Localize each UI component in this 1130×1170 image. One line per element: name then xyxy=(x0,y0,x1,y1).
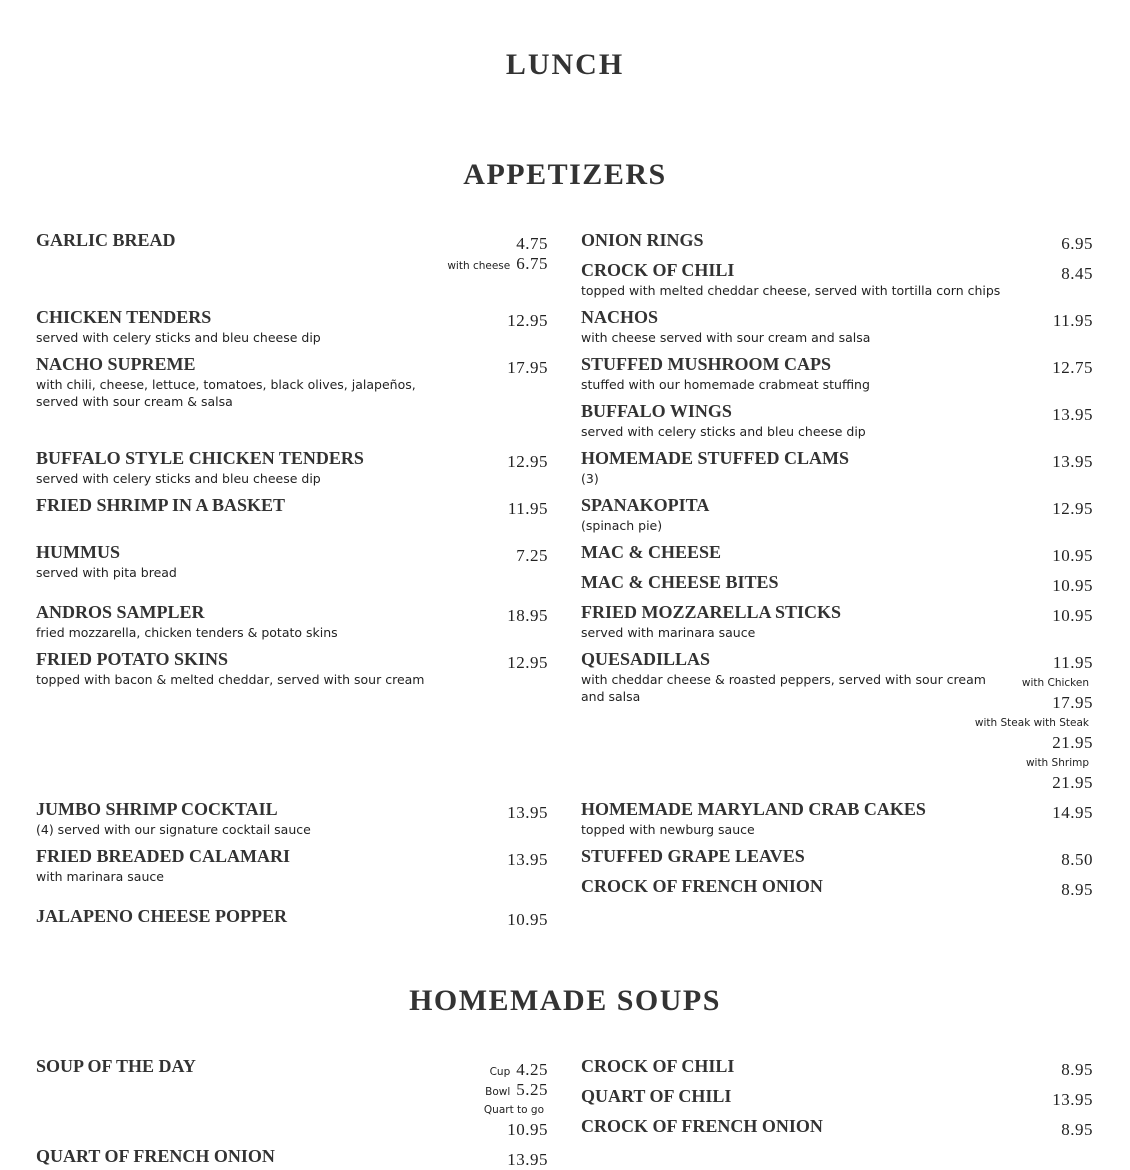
item-name: QUART OF FRENCH ONION xyxy=(36,1146,275,1166)
item-price: 11.95 xyxy=(1052,311,1093,330)
item-name: NACHOS xyxy=(581,307,659,327)
item-price: 8.50 xyxy=(1061,850,1093,869)
item-price: 7.25 xyxy=(516,546,548,565)
item-name: ONION RINGS xyxy=(581,230,704,250)
item-description: with cheese served with sour cream and salsa xyxy=(581,330,871,345)
item-price: 13.95 xyxy=(1052,405,1093,424)
price-option-label: with cheese xyxy=(447,260,511,272)
item-description: served with pita bread xyxy=(36,565,177,580)
item-name: BUFFALO WINGS xyxy=(581,401,732,421)
item-description: served with celery sticks and bleu cheese dip xyxy=(36,330,321,345)
item-name: STUFFED MUSHROOM CAPS xyxy=(581,354,832,374)
item-description: topped with melted cheddar cheese, served with tortilla corn chips xyxy=(581,283,1001,298)
item-price: 6.95 xyxy=(1061,234,1093,253)
item-price: 10.95 xyxy=(1052,576,1093,595)
item-price: 12.95 xyxy=(507,653,548,672)
menu-item xyxy=(581,875,991,897)
item-price: 14.95 xyxy=(1052,803,1093,822)
menu-item xyxy=(581,845,991,867)
appetizers-heading: APPETIZERS xyxy=(463,158,667,191)
item-name: FRIED MOZZARELLA STICKS xyxy=(581,602,842,622)
item-price: 12.75 xyxy=(1052,358,1093,377)
menu-item xyxy=(581,648,986,705)
menu-item xyxy=(581,306,991,346)
item-price: 10.95 xyxy=(507,910,548,929)
item-name: HOMEMADE STUFFED CLAMS xyxy=(581,448,850,468)
item-price: 12.95 xyxy=(507,452,548,471)
item-price: 13.95 xyxy=(1052,452,1093,471)
item-prices xyxy=(400,1060,548,1140)
item-name: JALAPENO CHEESE POPPER xyxy=(36,906,288,926)
menu-item xyxy=(36,494,456,516)
menu-item xyxy=(36,845,456,885)
item-description: with chili, cheese, lettuce, tomatoes, black olives, jalapeños, served with sour cream & salsa xyxy=(36,377,416,409)
item-price: 13.95 xyxy=(507,850,548,869)
item-price: 21.95 xyxy=(1052,773,1093,792)
menu-item xyxy=(581,601,991,641)
item-name: SOUP OF THE DAY xyxy=(36,1056,196,1076)
item-price: 13.95 xyxy=(1052,1090,1093,1109)
menu-item xyxy=(581,229,991,251)
item-price: 8.45 xyxy=(1061,264,1093,283)
item-prices xyxy=(400,234,548,274)
item-description: served with celery sticks and bleu cheese dip xyxy=(581,424,866,439)
item-price: 10.95 xyxy=(507,1120,548,1139)
item-name: CHICKEN TENDERS xyxy=(36,307,212,327)
item-price: 11.95 xyxy=(1052,653,1093,672)
menu-item xyxy=(581,1085,991,1107)
item-price: 10.95 xyxy=(1052,606,1093,625)
item-name: ANDROS SAMPLER xyxy=(36,602,205,622)
item-description: (4) served with our signature cocktail sauce xyxy=(36,822,311,837)
item-name: HOMEMADE MARYLAND CRAB CAKES xyxy=(581,799,926,819)
item-price: 4.75 xyxy=(516,234,548,253)
item-price: 17.95 xyxy=(1052,693,1093,712)
page-title: LUNCH xyxy=(505,48,625,81)
menu-item xyxy=(36,541,456,581)
item-price: 11.95 xyxy=(507,499,548,518)
price-option-label: Bowl xyxy=(485,1086,511,1098)
item-price: 4.25 xyxy=(516,1060,548,1079)
item-price: 12.95 xyxy=(507,311,548,330)
item-name: CROCK OF FRENCH ONION xyxy=(581,876,823,896)
menu-item xyxy=(581,798,991,838)
item-price: 21.95 xyxy=(1052,733,1093,752)
menu-item xyxy=(36,306,456,346)
item-description: served with celery sticks and bleu cheese dip xyxy=(36,471,321,486)
item-name: FRIED SHRIMP IN A BASKET xyxy=(36,495,286,515)
item-description: with marinara sauce xyxy=(36,869,164,884)
item-name: CROCK OF FRENCH ONION xyxy=(581,1116,823,1136)
menu-item xyxy=(36,353,456,410)
item-description: fried mozzarella, chicken tenders & potato skins xyxy=(36,625,338,640)
item-description: stuffed with our homemade crabmeat stuffing xyxy=(581,377,870,392)
item-name: CROCK OF CHILI xyxy=(581,260,735,280)
item-name: SPANAKOPITA xyxy=(581,495,710,515)
item-description: (3) xyxy=(581,471,599,486)
item-price: 6.75 xyxy=(516,254,548,273)
menu-item xyxy=(36,1055,456,1077)
price-option-label: with Steak with Steak xyxy=(974,717,1089,729)
menu-item xyxy=(36,1145,456,1167)
menu-item xyxy=(36,648,456,688)
menu-item xyxy=(581,494,991,534)
item-price: 17.95 xyxy=(507,358,548,377)
menu-item xyxy=(36,798,456,838)
price-option-label: Quart to go xyxy=(483,1104,544,1116)
item-price: 8.95 xyxy=(1061,1120,1093,1139)
item-price: 13.95 xyxy=(507,803,548,822)
menu-item xyxy=(36,447,456,487)
item-prices xyxy=(960,653,1093,793)
item-name: STUFFED GRAPE LEAVES xyxy=(581,846,805,866)
item-name: QUART OF CHILI xyxy=(581,1086,732,1106)
item-price: 13.95 xyxy=(507,1150,548,1169)
item-description: topped with bacon & melted cheddar, served with sour cream xyxy=(36,672,425,687)
menu-item xyxy=(581,1055,991,1077)
item-description: topped with newburg sauce xyxy=(581,822,755,837)
menu-item xyxy=(36,601,456,641)
menu-item xyxy=(581,400,991,440)
item-price: 8.95 xyxy=(1061,880,1093,899)
price-option-label: Cup xyxy=(489,1066,511,1078)
menu-item xyxy=(581,541,991,563)
price-option-label: with Shrimp xyxy=(1025,757,1089,769)
menu-item xyxy=(581,259,1001,299)
item-name: NACHO SUPREME xyxy=(36,354,196,374)
menu-item xyxy=(36,229,456,251)
item-description: with cheddar cheese & roasted peppers, served with sour cream and salsa xyxy=(581,672,986,704)
item-price: 12.95 xyxy=(1052,499,1093,518)
soups-heading: HOMEMADE SOUPS xyxy=(409,984,721,1017)
item-name: MAC & CHEESE xyxy=(581,542,722,562)
item-name: JUMBO SHRIMP COCKTAIL xyxy=(36,799,278,819)
item-price: 10.95 xyxy=(1052,546,1093,565)
menu-item xyxy=(36,905,456,927)
item-name: MAC & CHEESE BITES xyxy=(581,572,779,592)
item-description: (spinach pie) xyxy=(581,518,663,533)
menu-item xyxy=(581,447,991,487)
item-name: FRIED BREADED CALAMARI xyxy=(36,846,291,866)
item-description: served with marinara sauce xyxy=(581,625,756,640)
price-option-label: with Chicken xyxy=(1021,677,1089,689)
item-name: BUFFALO STYLE CHICKEN TENDERS xyxy=(36,448,364,468)
item-name: FRIED POTATO SKINS xyxy=(36,649,229,669)
item-name: QUESADILLAS xyxy=(581,649,711,669)
menu-item xyxy=(581,353,991,393)
menu-item xyxy=(581,1115,991,1137)
item-name: HUMMUS xyxy=(36,542,120,562)
item-price: 18.95 xyxy=(507,606,548,625)
menu-item xyxy=(581,571,991,593)
item-price: 8.95 xyxy=(1061,1060,1093,1079)
item-name: GARLIC BREAD xyxy=(36,230,176,250)
item-name: CROCK OF CHILI xyxy=(581,1056,735,1076)
item-price: 5.25 xyxy=(516,1080,548,1099)
